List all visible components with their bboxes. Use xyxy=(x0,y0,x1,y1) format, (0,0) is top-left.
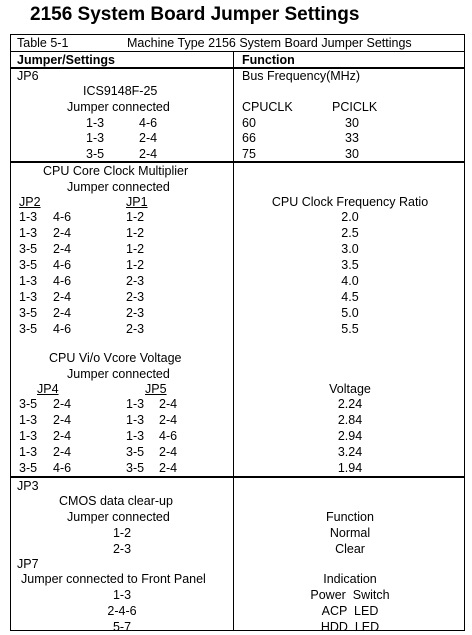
jp2-value: 1-3 xyxy=(19,226,38,240)
jp5-value: 2-4 xyxy=(159,397,178,411)
jp6-row-jumper: 4-6 xyxy=(139,116,158,130)
jp7-jumper-value: 5-7 xyxy=(112,620,132,634)
jp7-indication-value: ACP LED xyxy=(321,604,379,618)
ratio-value: 3.0 xyxy=(341,242,359,256)
jp5-value: 2-4 xyxy=(159,413,178,427)
voltage-heading: CPU Vi/o Vcore Voltage xyxy=(49,351,182,365)
jp2-value: 1-3 xyxy=(19,210,38,224)
jp6-row-jumper: 2-4 xyxy=(139,147,158,161)
jp4-value: 1-3 xyxy=(19,413,38,427)
jp7-indication-value: HDD LED xyxy=(320,620,380,634)
voltage-value: 2.94 xyxy=(337,429,363,443)
ratio-value: 4.5 xyxy=(341,290,359,304)
jp2-value: 3-5 xyxy=(19,258,38,272)
jp3-jumper-value: 1-2 xyxy=(112,526,132,540)
jp4-value: 3-5 xyxy=(19,397,38,411)
jp2-value: 4-6 xyxy=(53,322,72,336)
jp2-label: JP2 xyxy=(19,195,41,209)
jp5-value: 4-6 xyxy=(159,429,178,443)
jp5-label: JP5 xyxy=(145,382,167,396)
jp3-heading: CMOS data clear-up xyxy=(59,494,173,508)
jp3-function-value: Clear xyxy=(335,542,365,556)
jp5-value: 1-3 xyxy=(126,429,145,443)
jp5-value: 3-5 xyxy=(126,461,145,475)
jp4-value: 2-4 xyxy=(53,413,72,427)
ratio-value: 3.5 xyxy=(341,258,359,272)
jp4-value: 2-4 xyxy=(53,445,72,459)
jp6-chip: ICS9148F-25 xyxy=(83,84,158,98)
jp7-label: JP7 xyxy=(17,557,39,571)
jp1-value: 1-2 xyxy=(126,258,145,272)
jp1-value: 2-3 xyxy=(126,274,145,288)
jp6-label: JP6 xyxy=(17,69,39,83)
jp6-row-pciclk: 30 xyxy=(345,147,359,161)
voltage-value: 1.94 xyxy=(337,461,363,475)
jp6-jumper-label: Jumper connected xyxy=(67,100,170,114)
ratio-value: 2.0 xyxy=(341,210,359,224)
jp1-value: 2-3 xyxy=(126,306,145,320)
jp6-row-jumper: 1-3 xyxy=(86,116,105,130)
jp5-value: 2-4 xyxy=(159,461,178,475)
jp2-value: 3-5 xyxy=(19,306,38,320)
ratio-value: 2.5 xyxy=(341,226,359,240)
ratio-value: 5.0 xyxy=(341,306,359,320)
header-jumper-settings: Jumper/Settings xyxy=(17,53,115,67)
voltage-jumper-label: Jumper connected xyxy=(67,367,170,381)
multiplier-heading: CPU Core Clock Multiplier xyxy=(43,164,189,178)
jp3-jumper-label: Jumper connected xyxy=(67,510,170,524)
jp6-row-cpuclk: 60 xyxy=(242,116,256,130)
jp1-value: 1-2 xyxy=(126,226,145,240)
jp3-label: JP3 xyxy=(17,479,39,493)
jp1-value: 1-2 xyxy=(126,210,145,224)
jp5-value: 1-3 xyxy=(126,397,145,411)
jp1-label: JP1 xyxy=(126,195,148,209)
jp7-heading: Jumper connected to Front Panel xyxy=(21,572,206,586)
jp4-value: 2-4 xyxy=(53,397,72,411)
jp7-jumper-value: 2-4-6 xyxy=(107,604,137,618)
jp6-col-pciclk: PCICLK xyxy=(332,100,378,114)
jp2-value: 1-3 xyxy=(19,274,38,288)
jp6-col-cpuclk: CPUCLK xyxy=(242,100,293,114)
jp6-row-pciclk: 33 xyxy=(345,131,359,145)
jp2-value: 2-4 xyxy=(53,226,72,240)
jp5-value: 1-3 xyxy=(126,413,145,427)
jp2-value: 2-4 xyxy=(53,290,72,304)
voltage-value: 2.84 xyxy=(337,413,363,427)
multiplier-jumper-label: Jumper connected xyxy=(67,180,170,194)
jp3-function-value: Normal xyxy=(329,526,371,540)
jp4-value: 2-4 xyxy=(53,429,72,443)
jp2-value: 4-6 xyxy=(53,274,72,288)
jp6-row-jumper: 2-4 xyxy=(139,131,158,145)
jp1-value: 2-3 xyxy=(126,290,145,304)
jp3-function-label: Function xyxy=(326,510,374,524)
jp2-value: 3-5 xyxy=(19,322,38,336)
jp7-jumper-value: 1-3 xyxy=(112,588,132,602)
jp7-function-label: Indication xyxy=(323,572,377,586)
jp2-value: 3-5 xyxy=(19,242,38,256)
jp4-value: 1-3 xyxy=(19,429,38,443)
jp2-value: 4-6 xyxy=(53,210,72,224)
jumper-settings-table xyxy=(10,34,465,634)
header-divider xyxy=(11,67,464,69)
jp4-value: 3-5 xyxy=(19,461,38,475)
jp7-indication-value: Power Switch xyxy=(310,588,390,602)
voltage-value: 2.24 xyxy=(337,397,363,411)
jp1-value: 1-2 xyxy=(126,242,145,256)
jp2-value: 2-4 xyxy=(53,242,72,256)
jp5-value: 3-5 xyxy=(126,445,145,459)
jp3-jumper-value: 2-3 xyxy=(112,542,132,556)
section-divider xyxy=(11,476,464,478)
jp6-row-cpuclk: 75 xyxy=(242,147,256,161)
voltage-function-label: Voltage xyxy=(329,382,371,396)
ratio-value: 5.5 xyxy=(341,322,359,336)
table-number: Table 5-1 xyxy=(17,36,69,50)
header-function: Function xyxy=(242,53,295,67)
table-caption: Machine Type 2156 System Board Jumper Settings xyxy=(127,36,412,50)
jp2-value: 1-3 xyxy=(19,290,38,304)
page-title: 2156 System Board Jumper Settings xyxy=(30,4,360,25)
jp6-function-label: Bus Frequency(MHz) xyxy=(242,69,361,83)
jp6-row-jumper: 3-5 xyxy=(86,147,105,161)
jp6-row-pciclk: 30 xyxy=(345,116,359,130)
jp6-row-cpuclk: 66 xyxy=(242,131,256,145)
jp1-value: 2-3 xyxy=(126,322,145,336)
jp2-value: 4-6 xyxy=(53,258,72,272)
jp5-value: 2-4 xyxy=(159,445,178,459)
jp6-row-jumper: 1-3 xyxy=(86,131,105,145)
multiplier-function-label: CPU Clock Frequency Ratio xyxy=(271,195,429,209)
ratio-value: 4.0 xyxy=(341,274,359,288)
jp4-value: 1-3 xyxy=(19,445,38,459)
jp4-label: JP4 xyxy=(37,382,59,396)
jp4-value: 4-6 xyxy=(53,461,72,475)
jp2-value: 2-4 xyxy=(53,306,72,320)
voltage-value: 3.24 xyxy=(337,445,363,459)
